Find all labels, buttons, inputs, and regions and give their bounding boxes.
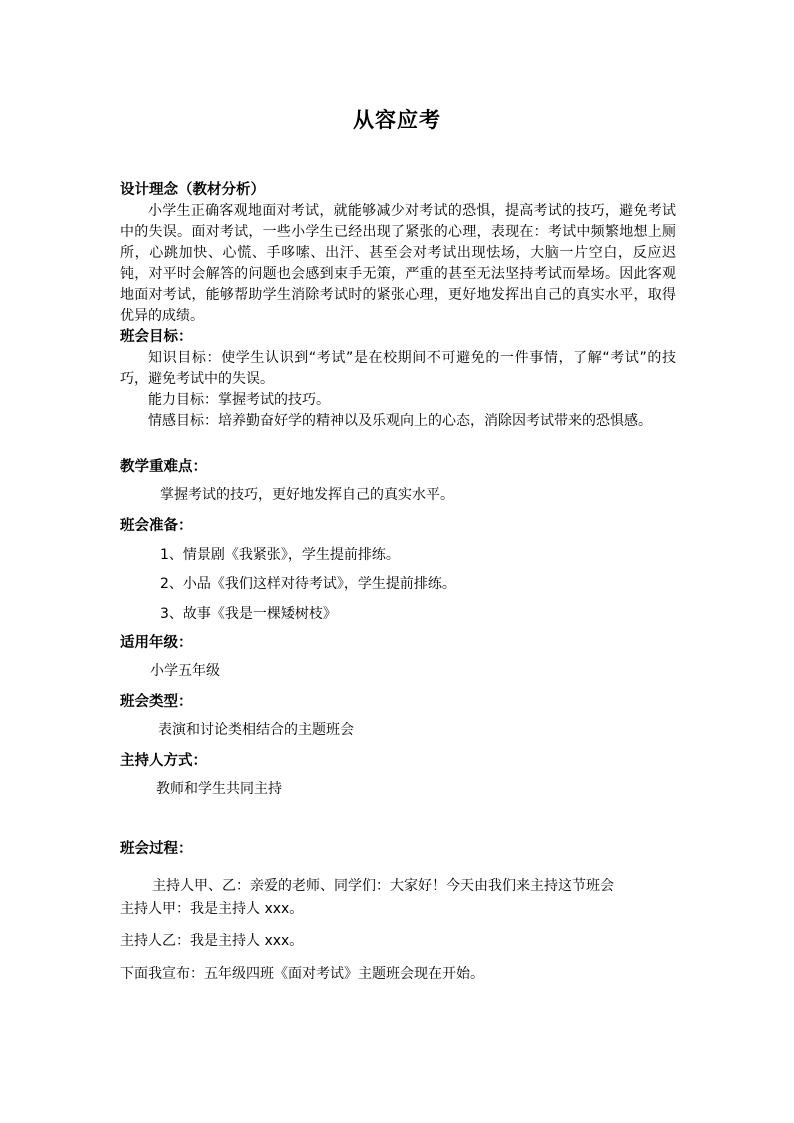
process-heading: 班会过程： (120, 841, 193, 857)
goals-knowledge: 知识目标：使学生认识到“考试”是在校期间不可避免的一件事情，了解“考试”的技巧，避免考试中的失误。 (120, 350, 676, 387)
keypoints-heading: 教学重难点： (120, 459, 207, 475)
process-line: 主持人甲、乙：亲爱的老师、同学们：大家好！今天由我们来主持这节班会 (152, 878, 614, 894)
prep-item: 3、故事《我是一棵矮树枝》 (160, 606, 337, 622)
type-body: 表演和讨论类相结合的主题班会 (158, 722, 354, 738)
goals-heading: 班会目标： (120, 329, 193, 345)
host-heading: 主持人方式： (120, 753, 207, 769)
prep-heading: 班会准备： (120, 518, 193, 534)
goals-emotion: 情感目标：培养勤奋好学的精神以及乐观向上的心态，消除因考试带来的恐惧感。 (148, 413, 652, 429)
process-line: 主持人乙：我是主持人 xxx。 (120, 933, 304, 949)
process-line: 主持人甲：我是主持人 xxx。 (120, 901, 304, 917)
keypoints-body: 掌握考试的技巧，更好地发挥自己的真实水平。 (160, 487, 454, 503)
goals-section (120, 327, 676, 432)
design-heading: 设计理念（教材分析） (120, 182, 265, 198)
prep-item: 1、情景剧《我紧张》，学生提前排练。 (160, 547, 400, 563)
grade-body: 小学五年级 (150, 663, 220, 679)
design-body: 小学生正确客观地面对考试，就能够减少对考试的恐惧，提高考试的技巧，避免考试中的失误。面对考试，一些小学生已经出现了紧张的心理，表现在：考试中频繁地想上厕所，心跳加快、心慌、手哆嗦、出汗、甚至会对考试出现怯场，大脑一片空白，反应迟钝，对平时会解答的问题也会感到束手无策，严重的甚至无法坚持考试而晕场。因此客观地面对考试，能够帮助学生消除考试时的紧张心理，更好地发挥出自己的真实水平，取得优异的成绩。 (120, 203, 676, 324)
grade-heading: 适用年级： (120, 635, 193, 651)
process-line: 下面我宣布：五年级四班《面对考试》主题班会现在开始。 (120, 966, 484, 982)
prep-item: 2、小品《我们这样对待考试》，学生提前排练。 (160, 576, 456, 592)
goals-ability: 能力目标：掌握考试的技巧。 (148, 392, 330, 408)
design-section (120, 180, 676, 327)
document-title: 从容应考 (353, 108, 441, 132)
type-heading: 班会类型： (120, 694, 193, 710)
host-body: 教师和学生共同主持 (156, 781, 282, 797)
